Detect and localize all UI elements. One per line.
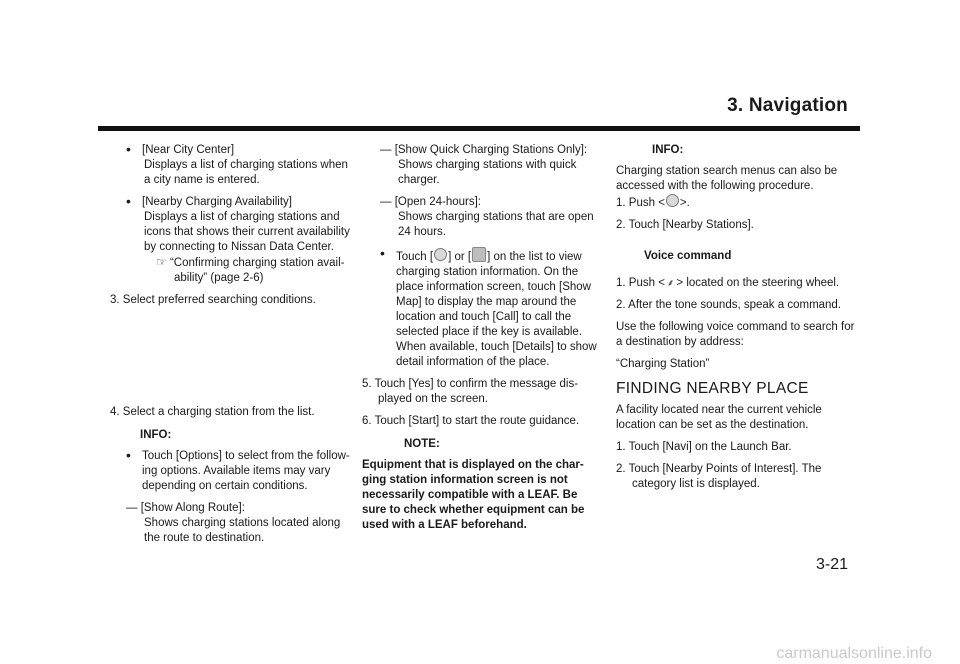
column-3 bbox=[616, 143, 858, 499]
touch-text-a: Touch [ bbox=[396, 251, 434, 263]
voice-text-b: > located on the steering wheel. bbox=[676, 277, 840, 289]
step-4: 4. Select a charging station from the list. bbox=[110, 406, 315, 418]
step-3: 3. Select preferred searching conditions. bbox=[110, 294, 316, 306]
info-heading: INFO: bbox=[652, 144, 684, 156]
phone-button-icon bbox=[472, 247, 486, 262]
voice-command-heading: Voice command bbox=[644, 250, 732, 262]
dash-item-label: — [Open 24-hours]: bbox=[380, 196, 481, 208]
info-text: Charging station search menus can also be accessed with the following procedure. bbox=[616, 165, 838, 192]
bullet-icon: • bbox=[126, 141, 131, 157]
info-bullet bbox=[108, 449, 350, 494]
push-text-b: >. bbox=[679, 197, 690, 209]
dash-item-text: Shows charging stations located along the route to destination. bbox=[144, 517, 341, 544]
dash-item-text: Shows charging stations that are open 24 hours. bbox=[398, 211, 594, 238]
dash-item-label: — [Show Quick Charging Stations Only]: bbox=[380, 144, 588, 156]
voice-intro: Use the following voice command to search for a destination by address: bbox=[616, 321, 855, 348]
bullet-icon: • bbox=[380, 245, 385, 261]
info-bullet-text: Touch [Options] to select from the follow-ing options. Available items may vary depending on certain conditions. bbox=[142, 450, 350, 492]
finding-step-1: 1. Touch [Navi] on the Launch Bar. bbox=[616, 441, 792, 453]
section-title: 3. Navigation bbox=[727, 95, 848, 116]
voice-command-text: “Charging Station” bbox=[616, 358, 710, 370]
column-1-lower bbox=[108, 405, 350, 546]
watermark-text: carmanualsonline.info bbox=[776, 645, 932, 662]
finding-nearby-text: A facility located near the current vehicle location can be set as the destination. bbox=[616, 404, 822, 431]
bullet-nearby-charging bbox=[108, 195, 350, 210]
note-heading: NOTE: bbox=[404, 438, 440, 450]
note-text: Equipment that is displayed on the char-ging station information screen is not necessarily compatible with a LEAF. Be sure to check whether equipment can be used with a LEAF beforehand. bbox=[362, 459, 585, 531]
voice-step-1 bbox=[616, 276, 858, 291]
touch-text-c: ] on the list to view charging station information. On the place information screen, touch [Show Map] to display the map around the location and touch [Call] to call the selected place if the key is available. When available, touch [Details] to show detail information of the place. bbox=[396, 251, 597, 368]
watermark bbox=[0, 644, 960, 664]
touch-text-b: ] or [ bbox=[448, 251, 472, 263]
finding-step-2: 2. Touch [Nearby Points of Interest]. The category list is displayed. bbox=[616, 463, 822, 490]
talk-icon: ⸙ bbox=[666, 278, 675, 289]
header-rule bbox=[98, 126, 860, 131]
bullet-label: [Nearby Charging Availability] bbox=[142, 196, 293, 208]
page-number: 3-21 bbox=[815, 556, 848, 573]
bullet-icon: • bbox=[126, 447, 131, 463]
bullet-text: Displays a list of charging stations and icons that shows their current availability by connecting to Nissan Data Center. bbox=[144, 211, 350, 253]
voice-step-2: 2. After the tone sounds, speak a command. bbox=[616, 299, 842, 311]
reference-text: “Confirming charging station avail-ability” (page 2-6) bbox=[169, 257, 345, 284]
push-step-1 bbox=[616, 194, 858, 211]
dash-item-label: — [Show Along Route]: bbox=[126, 502, 245, 514]
menu-button-icon bbox=[666, 194, 679, 207]
page-reference bbox=[108, 255, 350, 286]
finding-nearby-place-heading: FINDING NEARBY PLACE bbox=[616, 380, 809, 397]
bullet-near-city-center bbox=[108, 143, 350, 158]
info-button-icon bbox=[434, 248, 447, 261]
bullet-text: Displays a list of charging stations when a city name is entered. bbox=[144, 159, 348, 186]
step-5: 5. Touch [Yes] to confirm the message dis-played on the screen. bbox=[362, 378, 579, 405]
column-1 bbox=[108, 143, 350, 315]
push-text-a: 1. Push < bbox=[616, 197, 665, 209]
column-2 bbox=[362, 143, 604, 533]
touch-bullet bbox=[362, 247, 604, 370]
bullet-label: [Near City Center] bbox=[142, 144, 235, 156]
step-6: 6. Touch [Start] to start the route guidance. bbox=[362, 415, 580, 427]
voice-text-a: 1. Push < bbox=[616, 277, 665, 289]
push-step-2: 2. Touch [Nearby Stations]. bbox=[616, 219, 754, 231]
dash-item-text: Shows charging stations with quick charger. bbox=[398, 159, 577, 186]
reference-icon: ☞ bbox=[156, 255, 167, 269]
bullet-icon: • bbox=[126, 193, 131, 209]
info-heading: INFO: bbox=[140, 429, 172, 441]
